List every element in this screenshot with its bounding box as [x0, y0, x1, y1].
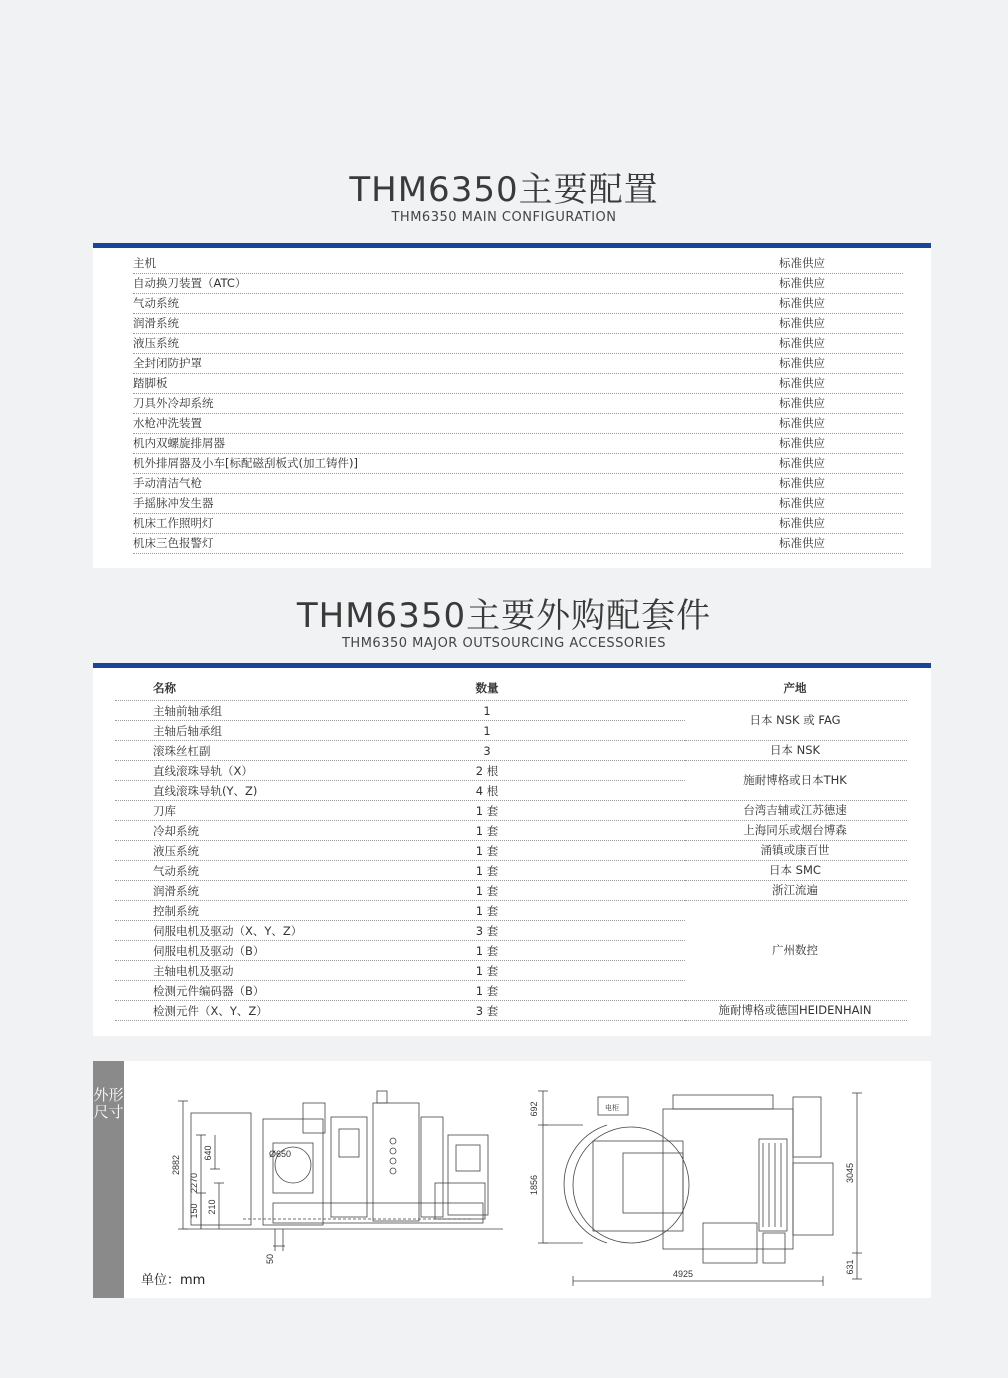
dimensions-tab — [93, 1061, 124, 1298]
config-item-value: 标准供应 — [779, 296, 825, 310]
accessory-name: 伺服电机及驱动（B） — [153, 944, 265, 958]
config-item-name: 润滑系统 — [133, 316, 179, 330]
accessory-name: 冷却系统 — [153, 824, 199, 838]
accessory-origin: 台湾吉辅或江苏德速 — [743, 803, 847, 817]
config-item-value: 标准供应 — [779, 356, 825, 370]
accessory-origin: 施耐博格或德国HEIDENHAIN — [718, 1003, 872, 1017]
accessory-name: 检测元件（X、Y、Z） — [153, 1004, 268, 1018]
accessory-name: 液压系统 — [153, 844, 199, 858]
accessory-name: 检测元件编码器（B） — [153, 984, 265, 998]
dimensions-panel — [93, 1061, 931, 1298]
dim-4925: 4925 — [672, 1269, 694, 1279]
config-row — [133, 513, 903, 534]
dim-50: 50 — [265, 1253, 275, 1265]
config-item-value: 标准供应 — [779, 436, 825, 450]
dim-692: 692 — [529, 1101, 539, 1117]
config-title: THM6350主要配置 — [349, 170, 659, 210]
config-item-name: 刀具外冷却系统 — [133, 396, 214, 410]
accessory-name: 气动系统 — [153, 864, 199, 878]
accessories-table — [93, 668, 931, 1036]
config-item-name: 水枪冲洗装置 — [133, 416, 202, 430]
row-divider — [115, 820, 685, 821]
config-subtitle: THM6350 MAIN CONFIGURATION — [391, 210, 617, 225]
accessory-origin: 浙江流遍 — [772, 883, 818, 897]
accessory-qty: 1 — [483, 704, 491, 718]
row-divider — [685, 900, 907, 901]
accessories-subtitle: THM6350 MAJOR OUTSOURCING ACCESSORIES — [341, 636, 666, 651]
config-item-value: 标准供应 — [779, 336, 825, 350]
config-row — [133, 333, 903, 354]
accessory-origin: 日本 NSK 或 FAG — [749, 713, 841, 727]
accessory-qty: 1 套 — [475, 844, 499, 858]
config-row — [133, 453, 903, 474]
accessory-name: 主轴前轴承组 — [153, 704, 222, 718]
accessory-qty: 1 套 — [475, 964, 499, 978]
config-item-name: 踏脚板 — [133, 376, 168, 390]
config-item-name: 机床三色报警灯 — [133, 536, 214, 550]
accessory-name: 伺服电机及驱动（X、Y、Z） — [153, 924, 303, 938]
config-item-value: 标准供应 — [779, 496, 825, 510]
dim-dia: Ø650 — [269, 1149, 292, 1159]
accessory-qty: 1 套 — [475, 984, 499, 998]
config-row — [133, 353, 903, 374]
accessory-origin: 广州数控 — [772, 943, 818, 957]
accessory-name: 刀库 — [153, 804, 176, 818]
row-divider — [115, 880, 685, 881]
accessory-qty: 1 套 — [475, 804, 499, 818]
accessory-qty: 1 套 — [475, 884, 499, 898]
accessory-name: 主轴电机及驱动 — [153, 964, 234, 978]
config-row — [133, 473, 903, 494]
accessory-qty: 3 套 — [475, 1004, 499, 1018]
header-origin: 产地 — [783, 681, 807, 695]
dim-2270: 2270 — [189, 1172, 199, 1194]
config-row — [133, 373, 903, 394]
accessory-name: 滚珠丝杠副 — [153, 744, 211, 758]
config-row — [133, 313, 903, 334]
front-view-drawing — [173, 1083, 513, 1273]
dim-3045: 3045 — [845, 1162, 855, 1184]
accessory-qty: 1 套 — [475, 944, 499, 958]
header-name: 名称 — [153, 681, 176, 695]
dim-631: 631 — [845, 1259, 855, 1275]
dim-1856: 1856 — [529, 1174, 539, 1196]
config-item-name: 机内双螺旋排屑器 — [133, 436, 225, 450]
row-divider — [685, 760, 907, 761]
config-table — [93, 248, 931, 568]
accessory-qty: 1 套 — [475, 864, 499, 878]
config-row — [133, 413, 903, 434]
row-divider — [685, 1020, 907, 1021]
row-divider — [115, 800, 685, 801]
config-row — [133, 533, 903, 554]
accessories-title: THM6350主要外购配套件 — [296, 596, 712, 636]
config-item-name: 机床工作照明灯 — [133, 516, 214, 530]
row-divider — [115, 860, 685, 861]
accessory-name: 直线滚珠导轨(Y、Z) — [153, 784, 258, 798]
config-heading — [0, 170, 1008, 226]
config-item-value: 标准供应 — [779, 536, 825, 550]
accessory-name: 主轴后轴承组 — [153, 724, 222, 738]
row-divider — [115, 1020, 685, 1021]
accessory-origin: 日本 SMC — [769, 863, 821, 877]
config-item-value: 标准供应 — [779, 276, 825, 290]
config-row — [133, 393, 903, 414]
unit-label: 单位：mm — [141, 1273, 206, 1288]
config-item-value: 标准供应 — [779, 476, 825, 490]
config-item-name: 手动清洁气枪 — [133, 476, 202, 490]
dimensions-tab-label: 外形尺寸 — [93, 1086, 124, 1121]
config-item-value: 标准供应 — [779, 256, 825, 270]
row-divider — [115, 900, 685, 901]
config-item-name: 气动系统 — [133, 296, 179, 310]
row-divider — [115, 840, 685, 841]
config-item-value: 标准供应 — [779, 396, 825, 410]
accessory-name: 直线滚珠导轨（X） — [153, 764, 253, 778]
config-item-value: 标准供应 — [779, 416, 825, 430]
config-item-name: 主机 — [133, 256, 156, 270]
accessory-origin: 涌镇或康百世 — [760, 843, 830, 857]
accessory-qty: 3 套 — [475, 924, 499, 938]
config-item-name: 机外排屑器及小车[标配磁刮板式(加工铸件)] — [133, 456, 358, 470]
accessory-qty: 2 根 — [475, 764, 499, 778]
accessory-origin: 施耐博格或日本THK — [743, 773, 847, 787]
dim-640: 640 — [203, 1145, 213, 1161]
config-item-value: 标准供应 — [779, 456, 825, 470]
accessory-qty: 1 套 — [475, 904, 499, 918]
config-row — [133, 293, 903, 314]
config-item-value: 标准供应 — [779, 316, 825, 330]
config-row — [133, 493, 903, 514]
config-item-name: 液压系统 — [133, 336, 179, 350]
accessories-heading — [0, 596, 1008, 652]
dim-210: 210 — [207, 1199, 217, 1215]
accessory-origin: 日本 NSK — [769, 743, 821, 757]
cabinet-label: 电柜 — [605, 1105, 619, 1112]
accessory-qty: 4 根 — [475, 784, 499, 798]
accessory-origin: 上海同乐或烟台博森 — [743, 823, 847, 837]
config-item-name: 手摇脉冲发生器 — [133, 496, 214, 510]
config-row — [133, 433, 903, 454]
config-item-name: 自动换刀装置（ATC） — [133, 276, 247, 290]
accessory-qty: 3 — [483, 744, 491, 758]
header-qty: 数量 — [475, 681, 499, 695]
config-row — [133, 253, 903, 274]
config-item-value: 标准供应 — [779, 516, 825, 530]
dim-150: 150 — [189, 1203, 199, 1219]
config-item-name: 全封闭防护罩 — [133, 356, 202, 370]
accessory-qty: 1 套 — [475, 824, 499, 838]
top-view-drawing — [523, 1083, 883, 1288]
config-item-value: 标准供应 — [779, 376, 825, 390]
accessory-qty: 1 — [483, 724, 491, 738]
accessory-name: 控制系统 — [153, 904, 199, 918]
config-row — [133, 273, 903, 294]
dim-2882: 2882 — [171, 1154, 181, 1176]
accessory-name: 润滑系统 — [153, 884, 199, 898]
